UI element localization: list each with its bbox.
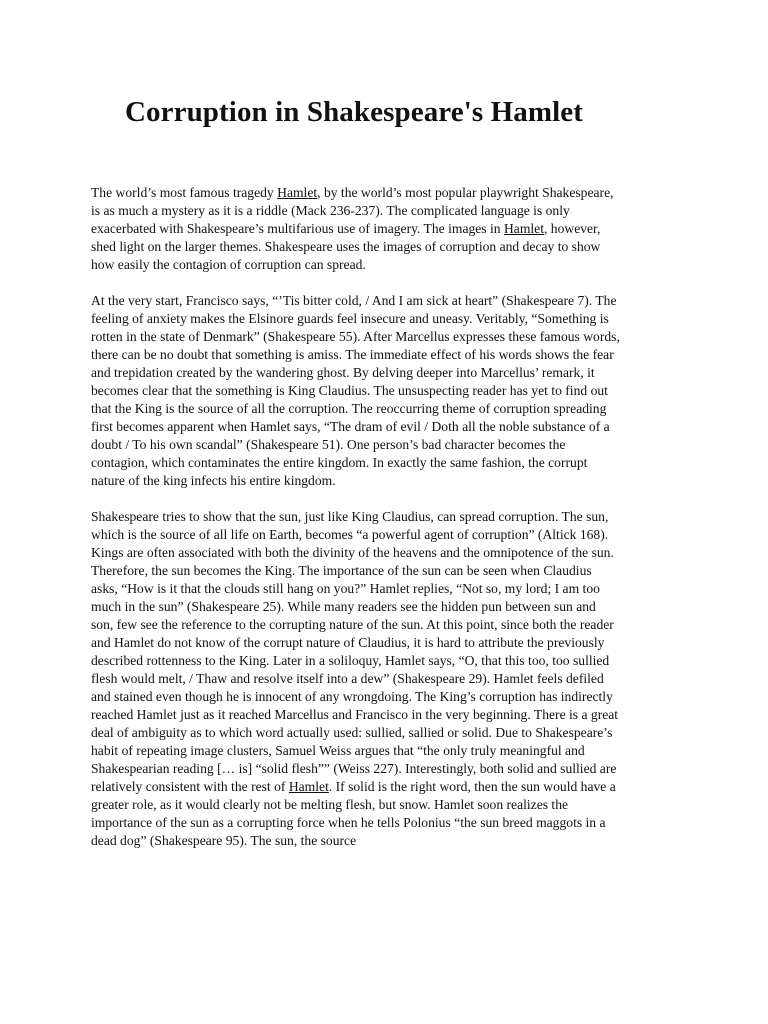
document-body (91, 184, 621, 850)
paragraph-2 (91, 292, 621, 490)
paragraph-text: At the very start, Francisco says, “’Tis bitter cold, / And I am sick at heart” (Shakespeare 7). The feeling of anxiety makes the Elsinore guards feel insecure and uneasy. Veritably, “Something is rotten in the state of Denmark” (Shakespeare 55). After Marcellus expresses these famous words, there can be no doubt that something is amiss. The immediate effect of his words shows the fear and trepidation created by the wandering ghost. By delving deeper into Marcellus’ remark, it becomes clear that the something is King Claudius. The unsuspecting reader has yet to find out that the King is the source of all the corruption. The reoccurring theme of corruption spreading first becomes apparent when Hamlet says, “The dram of evil / Doth all the noble substance of a doubt / To his own scandal” (Shakespeare 51). One person’s bad character becomes the contagion, which contaminates the entire kingdom. In exactly the same fashion, the corrupt nature of the king infects his entire kingdom. (91, 293, 620, 488)
underlined-title: Hamlet (277, 185, 318, 200)
paragraph-text: , by the world’s most popular playwright Shakespeare, is as much a mystery as it is a riddle (Mack 236-237). The complicated language is only exacerbated with Shakespeare’s multifarious use of imagery. The images in (91, 185, 614, 236)
page-title: Corruption in Shakespeare's Hamlet (124, 96, 584, 128)
paragraph-text: Shakespeare tries to show that the sun, just like King Claudius, can spread corruption. The sun, which is the source of all life on Earth, becomes “a powerful agent of corruption” (Altick 168). Kings are often associated with both the divinity of the heavens and the omnipotence of the sun. Therefore, the sun becomes the King. The importance of the sun can be seen when Claudius asks, “How is it that the clouds still hang on you?” Hamlet replies, “Not so, my lord; I am too much in the sun” (Shakespeare 25). While many readers see the hidden pun between sun and son, few see the reference to the corrupting nature of the sun. At this point, since both the reader and Hamlet do not know of the corrupt nature of Claudius, it is hard to attribute the previously described rottenness to the King. Later in a soliloquy, Hamlet says, “O, that this too, too sullied flesh would melt, / Thaw and resolve itself into a dew” (Shakespeare 29). Hamlet feels defiled and stained even though he is innocent of any wrongdoing. The King’s corruption has indirectly reached Hamlet just as it reached Marcellus and Francisco in the very beginning. There is a great deal of ambiguity as to which word actually used: sullied, sallied or solid. Due to Shakespeare’s habit of repeating image clusters, Samuel Weiss argues that “the only truly meaningful and Shakespearian reading [… is] “solid flesh”” (Weiss 227). Interestingly, both solid and sullied are relatively consistent with the rest of (91, 509, 619, 794)
paragraph-text: . If solid is the right word, then the sun would have a greater role, as it would clearly not be melting flesh, but snow. Hamlet soon realizes the importance of the sun as a corrupting force when he tells Polonius “the sun breed maggots in a dead dog” (Shakespeare 95). The sun, the source (91, 779, 616, 848)
paragraph-1 (91, 184, 621, 274)
underlined-title: Hamlet (503, 221, 544, 236)
paragraph-text: , however, shed light on the larger themes. Shakespeare uses the images of corruption and decay to show how easily the contagion of corruption can spread. (91, 221, 601, 272)
underlined-title: Hamlet (288, 779, 329, 794)
paragraph-3 (91, 508, 621, 850)
paragraph-text: The world’s most famous tragedy (91, 185, 278, 200)
